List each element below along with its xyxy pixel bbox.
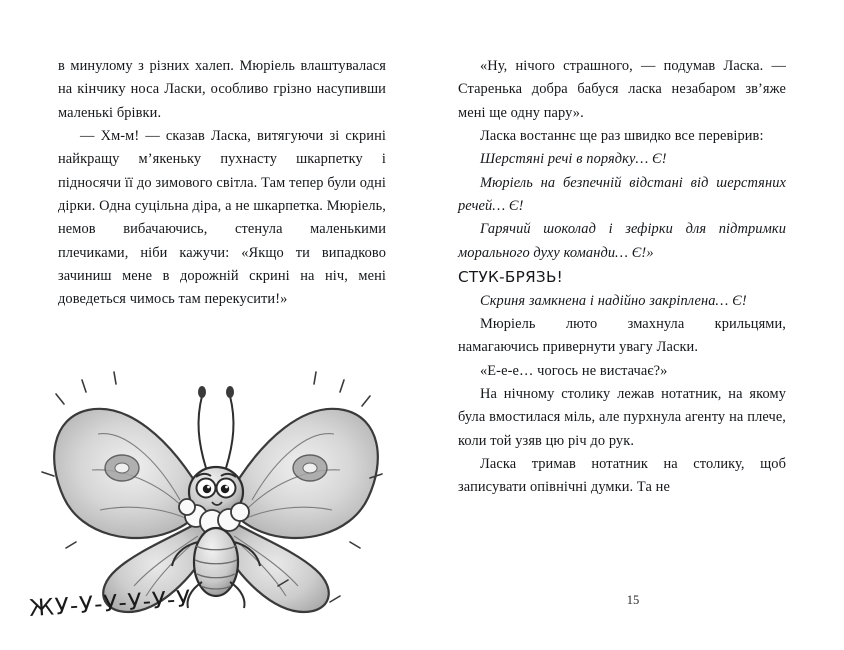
right-page-text [458, 55, 786, 500]
moth-wing-upper-right [226, 409, 378, 538]
paragraph: — Хм-м! — сказав Ласка, витягуючи зі скрині найкращу м’якеньку пухнасту шкарпетку і підносячи її до зимового світла. Там тепер були одні дірки. Одна суцільна діра, а не шкарпетка. Мюріель, немов вибачаючись, стенула маленькими плечиками, ніби кажучи: «Якщо ти випадково зачиниш мене в дорожній скрині на ніч, мені доведеться чимось там перекусити!» [58, 127, 386, 308]
paragraph: Мюріель люто змахнула крильцями, намагаючись привернути увагу Ласки. [458, 315, 786, 356]
right-page [422, 0, 844, 650]
paragraph-italic: Мюріель на безпечній відстані від шерстяних речей… Є! [458, 174, 786, 214]
paragraph: «Е-е-е… чогось не вистачає?» [480, 362, 668, 379]
paragraph-shout: СТУК-БРЯЗЬ! [458, 267, 564, 286]
paragraph: в минулому з різних халеп. Мюріель влаштувалася на кінчику носа Ласки, особливо грізно насупивши маленькі брівки. [58, 58, 386, 121]
paragraph: Ласка тримав нотатник на столику, щоб записувати опівнічні думки. Та не [458, 455, 786, 496]
moth-body [194, 528, 238, 596]
moth-illustration [30, 350, 402, 632]
illustration-caption: ЖУ-У-У-У-У-У [28, 586, 193, 622]
paragraph: На нічному столику лежав нотатник, на якому була вмостилася міль, але пурхнула агенту на плече, коли той узяв цю річ до рук. [458, 385, 786, 449]
paragraph-italic: Гарячий шоколад і зефірки для підтримки морального духу команди… Є!» [458, 221, 786, 261]
paragraph: «Ну, нічого страшного, — подумав Ласка. — Старенька добра бабуся ласка незабаром зв’яже мені ще одну пару». [458, 58, 786, 121]
paragraph-italic: Скриня замкнена і надійно закріплена… Є! [480, 292, 747, 309]
left-page-text [58, 55, 386, 312]
page-number: 15 [626, 593, 640, 607]
paragraph-italic: Шерстяні речі в порядку… Є! [480, 151, 667, 168]
paragraph: Ласка востаннє ще раз швидко все перевірив: [480, 127, 764, 144]
moth-wing-upper-left [54, 409, 206, 538]
moth-antennae [198, 386, 234, 468]
